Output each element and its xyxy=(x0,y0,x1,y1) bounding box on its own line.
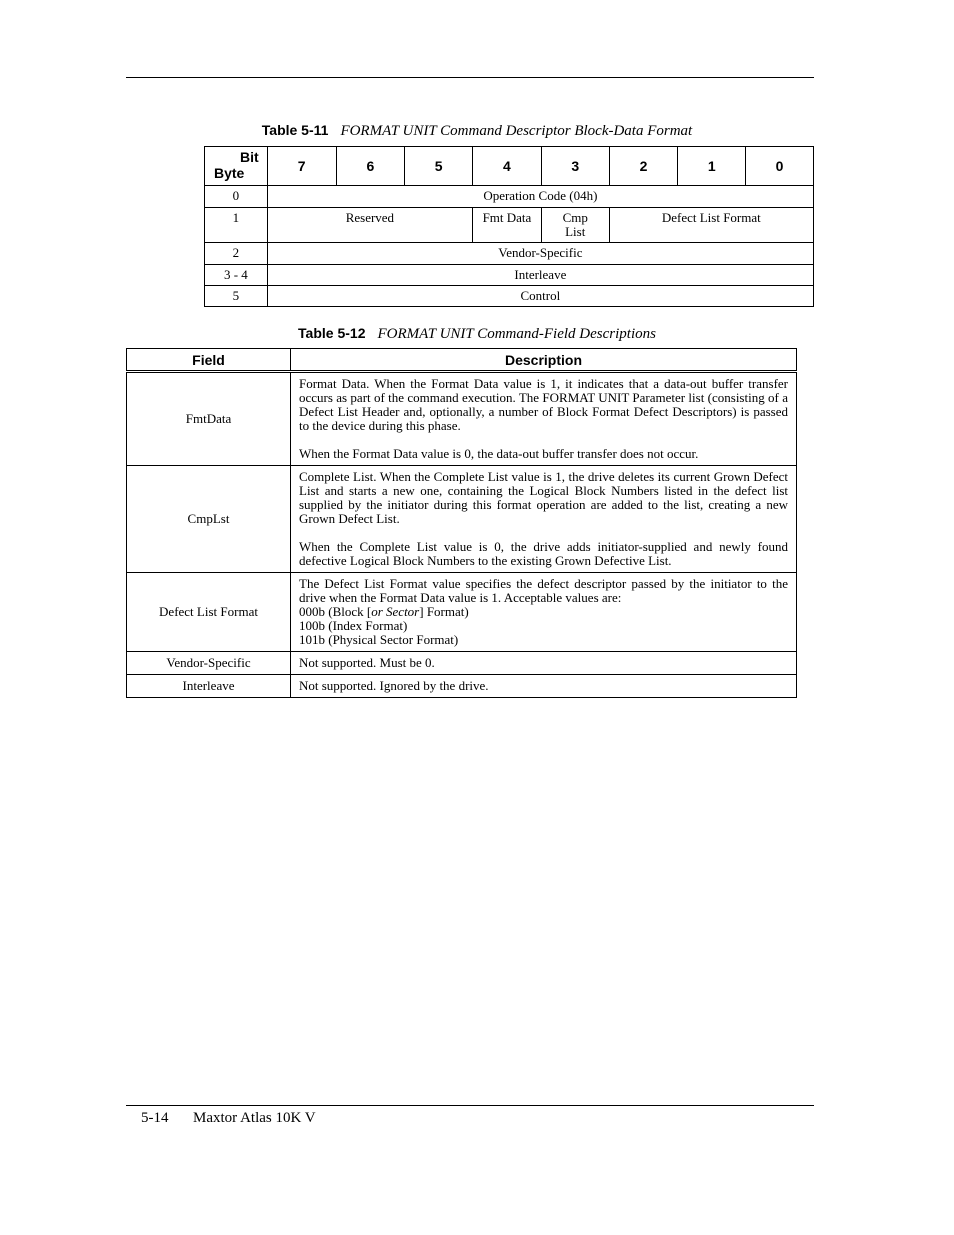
bit-header: 6 xyxy=(336,147,405,186)
table-5-12 xyxy=(126,348,797,698)
table-header-row xyxy=(205,147,814,186)
document-title: Maxtor Atlas 10K V xyxy=(193,1110,316,1126)
field-description xyxy=(291,372,797,466)
field-name: Vendor-Specific xyxy=(127,652,291,675)
byte-cell: 1 xyxy=(205,208,268,243)
list-text: ] Format) xyxy=(419,604,469,619)
table-row xyxy=(205,265,814,286)
footer-rule xyxy=(126,1105,814,1106)
table-5-11-caption xyxy=(0,122,954,140)
bit-header: 1 xyxy=(678,147,746,186)
caption-number: Table 5-11 xyxy=(261,122,329,138)
page-number: 5-14 xyxy=(141,1110,169,1126)
list-text: 000b (Block [ xyxy=(299,604,372,619)
description-paragraph: Complete List. When the Complete List value is 1, the drive deletes its current Grown Defect List and starts a new one, containing the Logical Block Numbers listed in the defect list supplied by the initiator during this format operation are added to the list, creating a new Grown Defect List. xyxy=(299,469,788,526)
byte-cell: 2 xyxy=(205,243,268,265)
field-cell: Operation Code (04h) xyxy=(267,186,813,208)
bit-header: 7 xyxy=(267,147,336,186)
bit-label: Bit xyxy=(240,149,259,165)
bit-header: 5 xyxy=(405,147,473,186)
byte-cell: 3 - 4 xyxy=(205,265,268,286)
field-name: FmtData xyxy=(127,372,291,466)
field-text: Cmp xyxy=(562,210,588,225)
table-row xyxy=(127,675,797,698)
description-list-item: 100b (Index Format) xyxy=(299,618,408,633)
field-cell: Control xyxy=(267,286,813,307)
description-paragraph: The Defect List Format value specifies the defect descriptor passed by the initiator to the drive when the Format Data value is 1. Acceptable values are: xyxy=(299,576,788,605)
bit-header: 4 xyxy=(473,147,542,186)
field-cell: Reserved xyxy=(267,208,472,243)
description-paragraph: Format Data. When the Format Data value is 1, it indicates that a data-out buffer transfer occurs as part of the command execution. The FORMAT UNIT Parameter list (consisting of a Defect List Header and, optionally, a number of Block Format Defect Descriptors) is passed to the device during this phase. xyxy=(299,376,788,433)
field-cell: Vendor-Specific xyxy=(267,243,813,265)
field-column-header: Field xyxy=(127,349,291,372)
byte-cell: 5 xyxy=(205,286,268,307)
field-cell xyxy=(541,208,609,243)
bit-byte-header xyxy=(205,147,268,186)
bit-header: 3 xyxy=(541,147,609,186)
description-paragraph: When the Complete List value is 0, the drive adds initiator-supplied and newly found defective Logical Block Numbers to the existing Grown Defective List. xyxy=(299,539,788,568)
description-column-header: Description xyxy=(291,349,797,372)
field-name: CmpLst xyxy=(127,466,291,573)
table-row xyxy=(127,573,797,652)
table-5-12-caption xyxy=(0,325,954,343)
table-row xyxy=(205,208,814,243)
table-row xyxy=(127,652,797,675)
list-text-italic: or Sector xyxy=(371,604,420,619)
byte-label: Byte xyxy=(214,165,245,181)
field-description: Not supported. Ignored by the drive. xyxy=(291,675,797,698)
table-row xyxy=(205,186,814,208)
table-5-11 xyxy=(204,146,814,307)
field-cell: Fmt Data xyxy=(473,208,542,243)
header-rule xyxy=(126,77,814,78)
description-list-item xyxy=(299,605,788,619)
field-description xyxy=(291,466,797,573)
table-row xyxy=(205,286,814,307)
table-row xyxy=(127,466,797,573)
bit-header: 2 xyxy=(609,147,678,186)
caption-number: Table 5-12 xyxy=(298,325,366,341)
byte-cell: 0 xyxy=(205,186,268,208)
field-text: List xyxy=(565,224,586,239)
bit-header: 0 xyxy=(746,147,814,186)
description-list-item: 101b (Physical Sector Format) xyxy=(299,632,459,647)
field-cell: Defect List Format xyxy=(609,208,813,243)
field-description: Not supported. Must be 0. xyxy=(291,652,797,675)
field-name: Defect List Format xyxy=(127,573,291,652)
table-header-row xyxy=(127,349,797,372)
table-row xyxy=(127,372,797,466)
description-paragraph: When the Format Data value is 0, the data-out buffer transfer does not occur. xyxy=(299,446,699,461)
field-cell: Interleave xyxy=(267,265,813,286)
caption-title: FORMAT UNIT Command Descriptor Block-Data Format xyxy=(340,123,693,139)
table-row xyxy=(205,243,814,265)
caption-title: FORMAT UNIT Command-Field Descriptions xyxy=(377,326,656,342)
field-name: Interleave xyxy=(127,675,291,698)
field-description xyxy=(291,573,797,652)
